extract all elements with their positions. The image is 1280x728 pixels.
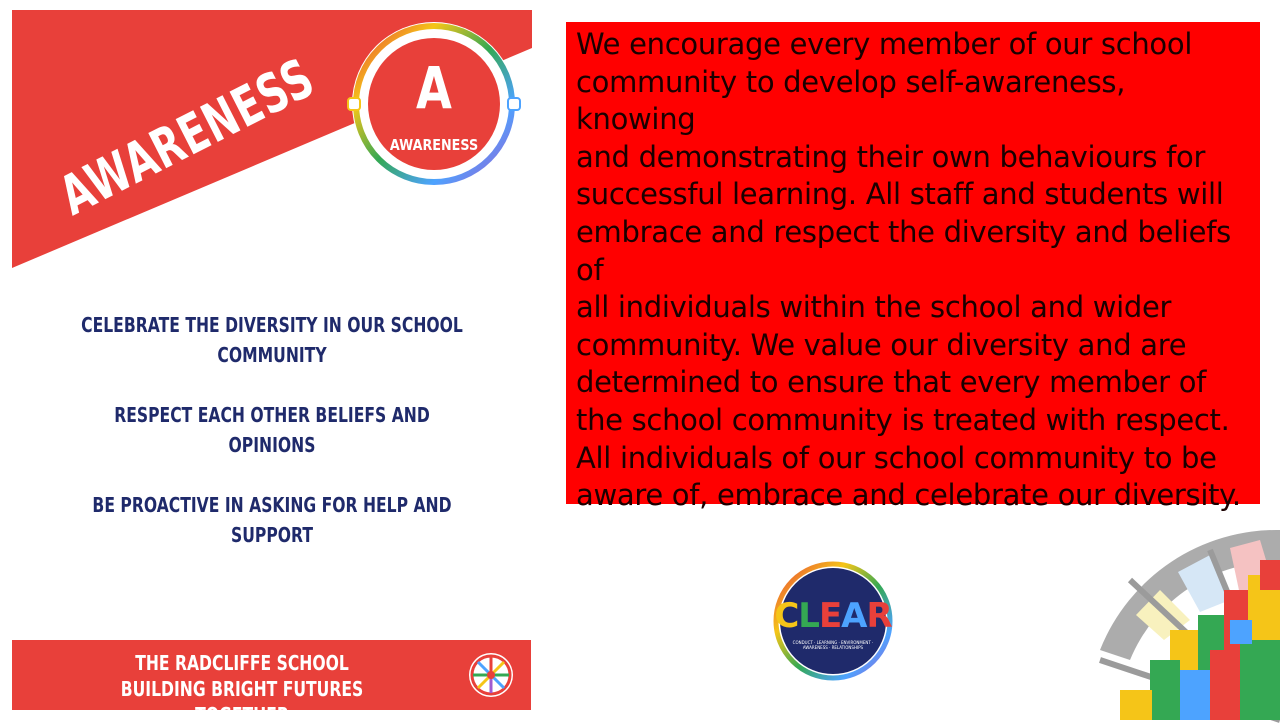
clear-letter-e: E [818,596,842,636]
description-line: all individuals within the school and wider [576,290,1172,325]
footer-text [117,650,367,728]
description-text [576,26,1252,515]
banner-title: AWARENESS [49,46,325,228]
badge-word: AWARENESS [389,136,479,154]
clear-logo-icon [772,560,894,682]
footer-motto: BUILDING BRIGHT FUTURES TOGETHER [120,677,364,727]
value-1-line-2: COMMUNITY [217,343,327,367]
badge-letter: A [416,54,452,122]
value-1-line-1: CELEBRATE THE DIVERSITY IN OUR SCHOOL [81,313,463,337]
poster-footer [12,640,531,727]
clear-letter-r: R [866,596,892,636]
description-line: determined to ensure that every member of [576,365,1207,400]
decorative-blocks-wheel-icon [1060,520,1280,720]
value-3-line-2: SUPPORT [231,523,313,547]
awareness-description-box [566,22,1260,513]
value-2-line-1: RESPECT EACH OTHER BELIEFS AND OPINIONS [114,403,430,457]
awareness-badge-icon [348,18,520,190]
awareness-poster [12,10,532,727]
description-line: and demonstrating their own behaviours for [576,139,1206,174]
clear-letter-c: C [774,596,799,636]
clear-subtitle: CONDUCT · LEARNING · ENVIRONMENT · AWARENESS · RELATIONSHIPS [792,640,874,650]
footer-school-name: THE RADCLIFFE SCHOOL [135,651,349,675]
description-line: the school community is treated with respect. [576,402,1230,437]
description-line: All individuals of our school community to be [576,440,1217,475]
description-line: We encourage every member of our school [576,27,1193,61]
value-3-line-1: BE PROACTIVE IN ASKING FOR HELP AND [92,493,452,517]
clear-letter-a: A [841,596,867,636]
description-line: community. We value our diversity and are [576,327,1187,362]
description-line: embrace and respect the diversity and beliefs of [576,214,1231,287]
clear-letter-l: L [798,596,819,636]
values-list [12,310,532,550]
description-line: aware of, embrace and celebrate our diversity. [576,478,1241,513]
school-wheel-icon [467,651,515,699]
description-line: community to develop self-awareness, knowing [576,64,1126,137]
description-line: successful learning. All staff and students will [576,177,1224,212]
clear-word [772,596,894,636]
